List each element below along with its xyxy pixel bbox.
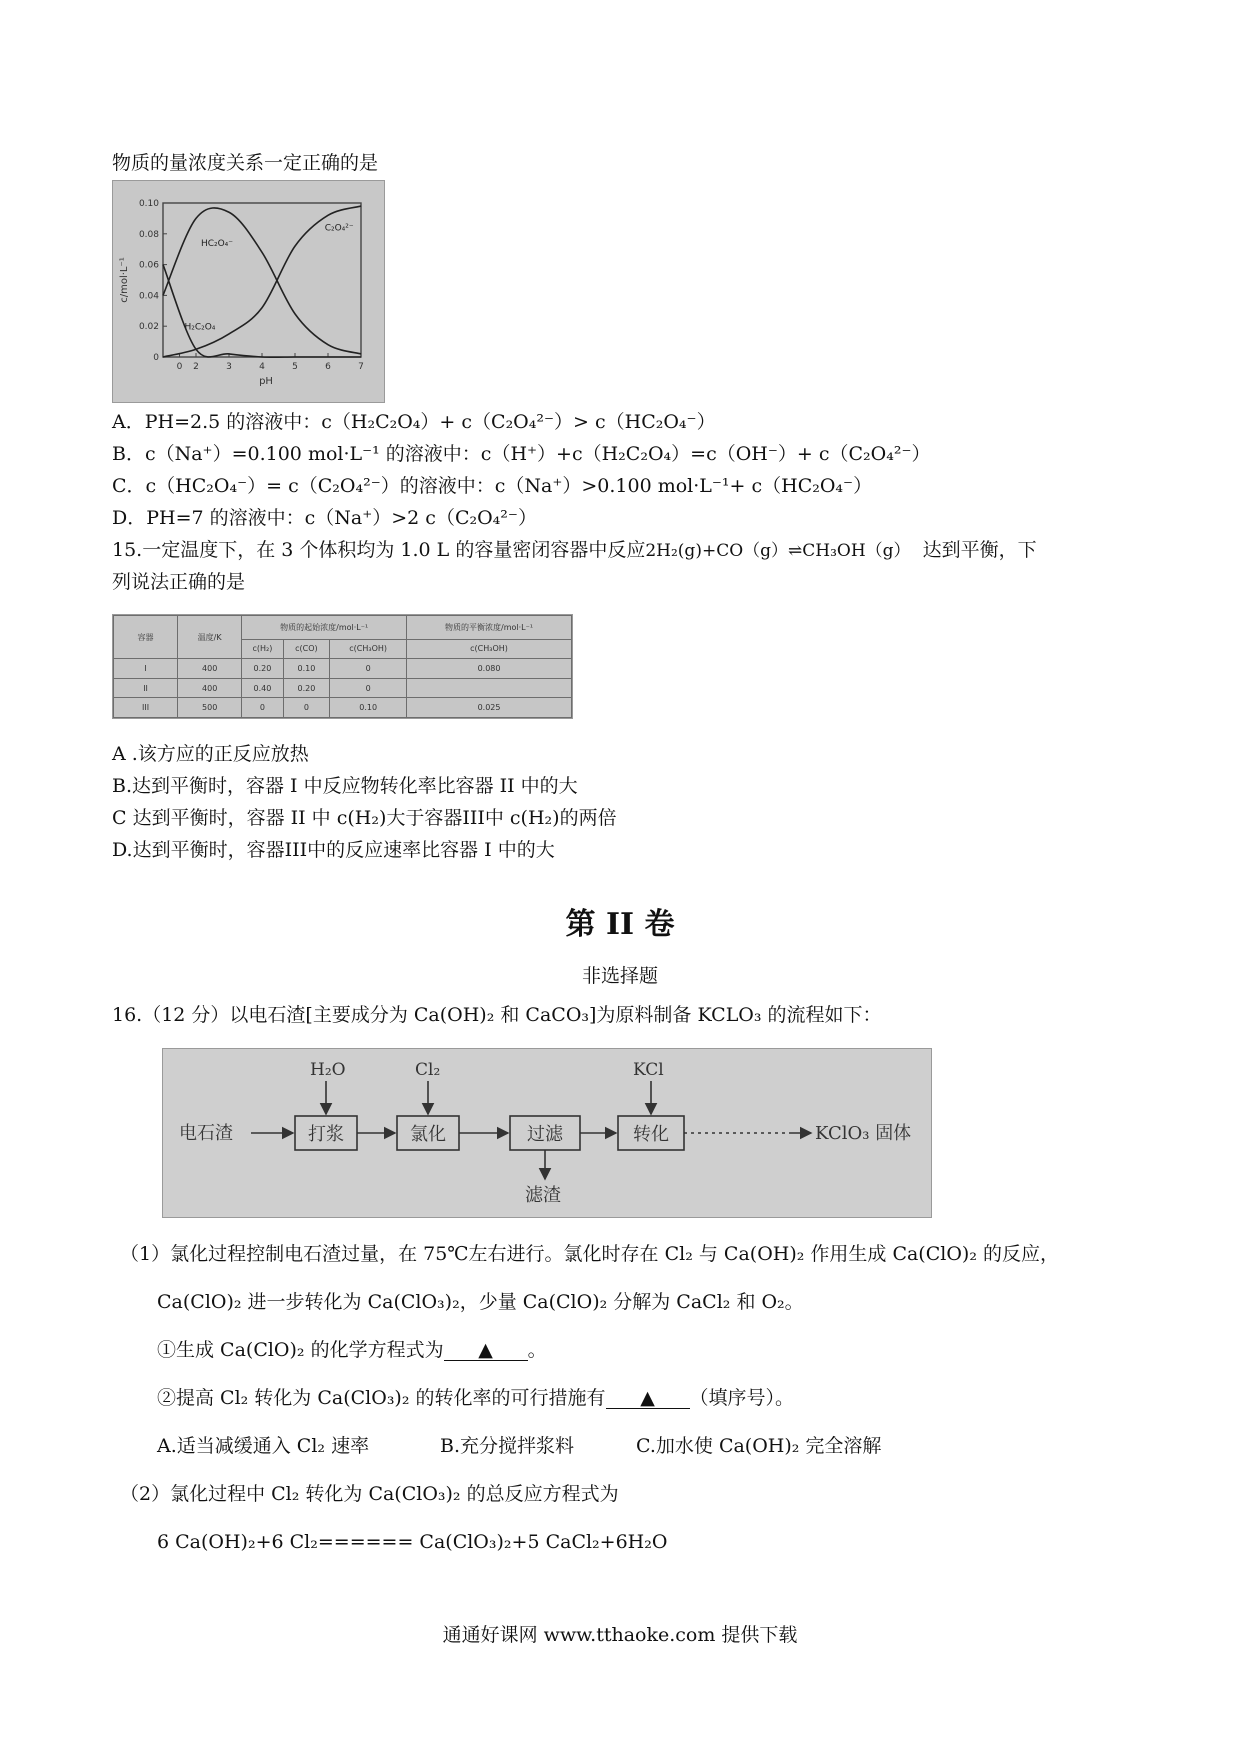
x-tick-label: 5 [292, 362, 298, 372]
table-cell: I [114, 659, 178, 679]
q16-choice-b: B.充分搅拌浆料 [440, 1435, 575, 1457]
q14-chart-svg [113, 181, 384, 402]
q16-p2-line2: 6 Ca(OH)₂+6 Cl₂====== Ca(ClO₃)₂+5 CaCl₂+6H₂O [157, 1531, 668, 1553]
table-cell: 500 [178, 698, 242, 718]
q15-th-sub: c(CH₃OH) [407, 639, 572, 659]
table-cell: 0.10 [330, 698, 407, 718]
x-axis-label: pH [259, 376, 273, 387]
table-cell: 0 [330, 678, 407, 698]
q15-line1-pre: 15.一定温度下，在 3 个体积均为 1.0 L 的容量密闭容器中反应 [112, 539, 646, 561]
q16-flowchart [162, 1048, 932, 1218]
q16-flowchart-svg [163, 1049, 931, 1217]
flow-input-h2o: H₂O [310, 1060, 346, 1080]
q16-p1-line1: （1）氯化过程控制电石渣过量，在 75℃左右进行。氯化时存在 Cl₂ 与 Ca(OH)₂ 作用生成 Ca(ClO)₂ 的反应， [120, 1243, 1059, 1265]
q15-th-temp: 温度/K [178, 616, 242, 659]
table-cell: 0 [283, 698, 330, 718]
flow-step-3: 过滤 [527, 1124, 563, 1145]
q16-choice-a: A.适当减缓通入 Cl₂ 速率 [157, 1435, 370, 1457]
x-tick-label: 7 [358, 362, 364, 372]
table-cell: II [114, 678, 178, 698]
table-cell: 0.10 [283, 659, 330, 679]
flow-end: KClO₃ 固体 [815, 1123, 912, 1144]
q15-th-container: 容器 [114, 616, 178, 659]
q15-option-b: B.达到平衡时，容器 I 中反应物转化率比容器 II 中的大 [112, 775, 578, 797]
flow-input-cl2: Cl₂ [415, 1060, 441, 1080]
series-label-3: H₂C₂O₄ [184, 322, 216, 333]
q14-option-c: C．c（HC₂O₄⁻）= c（C₂O₄²⁻）的溶液中：c（Na⁺）>0.100 mol·L⁻¹+ c（HC₂O₄⁻） [112, 475, 873, 497]
table-cell: 0.20 [242, 659, 283, 679]
section-subtitle: 非选择题 [581, 965, 658, 987]
flow-step-1: 打浆 [308, 1124, 344, 1145]
q16-choice-c: C.加水使 Ca(OH)₂ 完全溶解 [636, 1435, 882, 1457]
x-tick-label: 2 [193, 362, 199, 372]
x-tick-label: 0 [176, 362, 183, 372]
table-cell: 0.080 [407, 659, 572, 679]
q15-line1 [112, 538, 1037, 563]
q16-p2-line1: （2）氯化过程中 Cl₂ 转化为 Ca(ClO₃)₂ 的总反应方程式为 [120, 1483, 619, 1505]
q14-option-a: A．PH=2.5 的溶液中：c（H₂C₂O₄）+ c（C₂O₄²⁻）> c（HC₂O₄⁻） [112, 411, 716, 433]
q14-option-d: D．PH=7 的溶液中：c（Na⁺）>2 c（C₂O₄²⁻） [112, 507, 537, 529]
q15-option-c: C 达到平衡时，容器 II 中 c(H₂)大于容器III中 c(H₂)的两倍 [112, 807, 617, 829]
y-tick-label: 0.10 [138, 199, 159, 209]
table-cell: III [114, 698, 178, 718]
table-row [114, 678, 572, 698]
q16-p1-q2 [157, 1386, 794, 1410]
q15-line2: 列说法正确的是 [112, 571, 246, 593]
table-cell: 0.025 [407, 698, 572, 718]
table-row [114, 698, 572, 718]
table-cell: 0 [330, 659, 407, 679]
q15-th-initial: 物质的起始浓度/mol·L⁻¹ [242, 616, 407, 640]
q16-p1-q1-pre: ①生成 Ca(ClO)₂ 的化学方程式为 [157, 1339, 444, 1361]
q14-chart [112, 180, 385, 403]
q15-option-a: A .该方应的正反应放热 [112, 743, 309, 765]
table-cell: 400 [178, 678, 242, 698]
table-cell [407, 678, 572, 698]
q14-option-b: B．c（Na⁺）=0.100 mol·L⁻¹ 的溶液中：c（H⁺）+c（H₂C₂O₄）=c（OH⁻）+ c（C₂O₄²⁻） [112, 443, 931, 465]
q14-stem-tail: 物质的量浓度关系一定正确的是 [112, 152, 379, 174]
x-tick-label: 3 [226, 362, 232, 372]
q15-table-photo [112, 614, 573, 719]
q15-equation: 2H₂(g)+CO（g）⇌CH₃OH（g） [645, 541, 911, 561]
q15-th-equilibrium: 物质的平衡浓度/mol·L⁻¹ [407, 616, 572, 640]
answer-blank: ▲ [606, 1388, 690, 1409]
page-footer: 通通好课网 www.tthaoke.com 提供下载 [442, 1624, 798, 1646]
y-tick-label: 0 [153, 353, 159, 363]
table-cell: 0 [242, 698, 283, 718]
table-cell: 0.40 [242, 678, 283, 698]
q16-intro: 16.（12 分）以电石渣[主要成分为 Ca(OH)₂ 和 CaCO₃]为原料制备 KCLO₃ 的流程如下： [112, 1004, 882, 1026]
q16-p1-q2-post: （填序号）。 [689, 1387, 795, 1409]
flow-input-kcl: KCl [633, 1060, 664, 1080]
q16-p1-q2-pre: ②提高 Cl₂ 转化为 Ca(ClO₃)₂ 的转化率的可行措施有 [157, 1387, 606, 1409]
series-label-2: C₂O₄²⁻ [324, 223, 354, 234]
flow-byproduct: 滤渣 [525, 1185, 561, 1206]
q15-line1-post: 达到平衡，下 [922, 539, 1037, 561]
y-axis-label: c/mol·L⁻¹ [119, 257, 130, 303]
q16-p1-line2: Ca(ClO)₂ 进一步转化为 Ca(ClO₃)₂，少量 Ca(ClO)₂ 分解为 CaCl₂ 和 O₂。 [157, 1291, 804, 1313]
section-title: 第 II 卷 [565, 907, 675, 942]
y-tick-label: 0.08 [138, 229, 159, 240]
series-label-1: HC₂O₄⁻ [200, 239, 234, 250]
q15-table [113, 615, 572, 718]
answer-blank: ▲ [444, 1340, 528, 1361]
x-tick-label: 6 [325, 362, 331, 372]
q15-option-d: D.达到平衡时，容器III中的反应速率比容器 I 中的大 [112, 839, 555, 861]
table-row [114, 659, 572, 679]
q15-th-sub: c(CO) [283, 639, 330, 659]
series-line-3 [163, 265, 361, 358]
q16-p1-q1 [157, 1338, 547, 1362]
flow-step-2: 氯化 [410, 1124, 446, 1145]
flow-start: 电石渣 [179, 1123, 233, 1144]
y-tick-label: 0.02 [138, 322, 159, 333]
x-tick-label: 4 [259, 362, 265, 372]
y-tick-label: 0.04 [138, 291, 159, 302]
q15-th-sub: c(CH₃OH) [330, 639, 407, 659]
q15-th-sub: c(H₂) [242, 639, 283, 659]
table-cell: 0.20 [283, 678, 330, 698]
q16-p1-q1-post: 。 [527, 1339, 547, 1361]
table-cell: 400 [178, 659, 242, 679]
y-tick-label: 0.06 [138, 260, 159, 271]
flow-step-4: 转化 [633, 1124, 669, 1145]
